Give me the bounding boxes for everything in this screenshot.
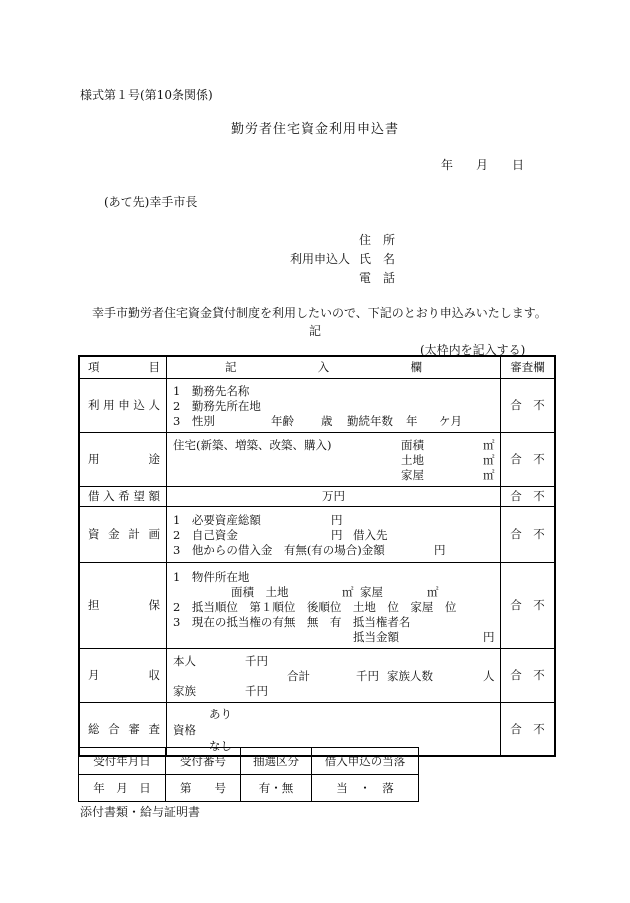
mortgage-rank-label: 2 抵当順位 第１順位 後順位 土地 位 家屋 位 (173, 599, 457, 614)
house-unit: ㎡ (483, 467, 495, 482)
row-collateral-label (79, 562, 167, 648)
label-char: 金 (108, 527, 120, 541)
result-header: 借入申込の当落 (312, 748, 419, 775)
row-collateral-content[interactable] (167, 562, 501, 648)
row-loan-content[interactable] (167, 486, 501, 506)
row-applicant-content[interactable] (167, 378, 501, 432)
row-applicant (79, 378, 555, 432)
land-label: 土地 (401, 452, 424, 467)
label-char: 収 (148, 668, 160, 682)
row-loan-review[interactable]: 合 不 (501, 486, 556, 506)
header-entry-char: 記 (225, 360, 237, 375)
label-char: 人 (148, 398, 160, 412)
header-review: 審査欄 (501, 356, 556, 378)
reception-number-value[interactable]: 第 号 (166, 775, 241, 802)
house-label: 家屋 (401, 467, 424, 482)
row-income-review[interactable]: 合 不 (501, 648, 556, 702)
tenure-label: 勤続年数 (347, 413, 393, 428)
row-funding-content[interactable] (167, 506, 501, 562)
label-char: 月 (88, 668, 100, 682)
intro-text: 幸手市勤労者住宅資金貸付制度を利用したいので、下記のとおり申込みいたします。 (92, 306, 547, 320)
total-assets-label: 1 必要資産総額 (173, 512, 261, 527)
property-location-label: 1 物件所在地 (173, 569, 250, 584)
date-day: 日 (512, 158, 525, 172)
header-entry-char: 欄 (410, 360, 422, 375)
label-char: 途 (148, 452, 160, 466)
age-label: 年齢 (271, 413, 294, 428)
own-funds-label: 2 自己資金 (173, 527, 238, 542)
reception-header-row (79, 748, 419, 775)
qualification-label: 資格 (173, 722, 196, 737)
row-funding-label (79, 506, 167, 562)
collateral-land-area-label: 面積 土地 (231, 584, 289, 599)
label-char: 望 (133, 489, 145, 503)
collateral-land-unit: ㎡ (342, 584, 354, 599)
row-funding-review[interactable]: 合 不 (501, 506, 556, 562)
area-label: 面積 (401, 437, 424, 452)
date-year: 年 (441, 158, 454, 172)
row-purpose-review[interactable]: 合 不 (501, 432, 556, 486)
employer-name-label: 1 勤務先名称 (173, 383, 250, 398)
income-family-unit: 千円 (245, 683, 268, 698)
applicant-phone-label: 電 話 (359, 271, 396, 285)
result-value[interactable]: 当 ・ 落 (312, 775, 419, 802)
row-funding (79, 506, 555, 562)
area-unit: ㎡ (483, 437, 495, 452)
header-item (79, 356, 167, 378)
fill-note: (太枠内を記入する) (420, 343, 526, 357)
attachment-note: 添付書類・給与証明書 (80, 805, 201, 819)
table-header-row (79, 356, 555, 378)
existing-mortgage-label: 3 現在の抵当権の有無 無 有 抵当権者名 (173, 614, 411, 629)
label-char: 用 (103, 398, 115, 412)
other-loans-label: 3 他からの借入金 有無(有の場合)金額 (173, 542, 385, 557)
row-loan-label (79, 486, 167, 506)
income-total-unit: 千円 (356, 668, 379, 683)
label-char: 入 (103, 489, 115, 503)
header-item-char: 目 (148, 360, 160, 375)
collateral-house-unit: ㎡ (427, 584, 439, 599)
family-count-label: 家族人数 (387, 668, 433, 683)
employer-address-label: 2 勤務先所在地 (173, 398, 261, 413)
header-item-char: 項 (88, 360, 100, 375)
row-overall-review[interactable]: 合 不 (501, 702, 556, 756)
other-loans-unit: 円 (434, 542, 446, 557)
qualification-no[interactable]: なし (209, 738, 232, 753)
label-char: 用 (88, 452, 100, 466)
label-char: 計 (128, 527, 140, 541)
header-entry (167, 356, 501, 378)
tenure-year-unit: 年 (406, 413, 418, 428)
page-title: 勤労者住宅資金利用申込書 (230, 122, 399, 137)
label-char: 申 (118, 398, 130, 412)
mortgage-amount-unit: 円 (483, 629, 495, 644)
label-char: 保 (148, 598, 160, 612)
label-char: 査 (148, 721, 160, 736)
income-family-label: 家族 (173, 683, 196, 698)
application-table (78, 355, 556, 757)
ki-heading: 記 (308, 324, 321, 338)
family-count-unit: 人 (483, 668, 495, 683)
tenure-month-unit: ケ月 (439, 413, 462, 428)
row-collateral (79, 562, 555, 648)
label-char: 資 (88, 527, 100, 541)
row-loan (79, 486, 555, 506)
header-entry-char: 入 (317, 360, 330, 375)
form-number: 様式第１号(第10条関係) (80, 88, 213, 102)
row-income-label (79, 648, 167, 702)
qualification-yes[interactable]: あり (209, 706, 232, 721)
label-char: 総 (88, 721, 100, 736)
label-char: 借 (88, 489, 100, 503)
income-self-unit: 千円 (245, 653, 268, 668)
label-char: 画 (148, 527, 160, 541)
loan-unit: 万円 (322, 489, 345, 503)
income-self-label: 本人 (173, 653, 196, 668)
label-char: 額 (148, 489, 160, 503)
label-char: 担 (88, 598, 100, 612)
addressee: (あて先)幸手市長 (104, 195, 198, 209)
row-income (79, 648, 555, 702)
total-assets-unit: 円 (331, 512, 343, 527)
reception-number-header: 受付番号 (166, 748, 241, 775)
label-char: 込 (133, 398, 145, 412)
purpose-desc: 住宅(新築、増築、改築、購入) (173, 437, 332, 452)
applicant-name-label: 氏 名 (359, 252, 396, 266)
row-purpose-content[interactable] (167, 432, 501, 486)
age-unit: 歳 (321, 413, 333, 428)
row-purpose-label (79, 432, 167, 486)
collateral-house-label: 家屋 (360, 584, 383, 599)
label-char: 利 (88, 398, 100, 412)
applicant-address-label: 住 所 (359, 233, 396, 247)
label-char: 審 (128, 721, 140, 736)
label-char: 希 (118, 489, 130, 503)
lottery-value[interactable]: 有・無 (241, 775, 312, 802)
row-purpose (79, 432, 555, 486)
land-unit: ㎡ (483, 452, 495, 467)
row-applicant-label (79, 378, 167, 432)
row-collateral-review[interactable]: 合 不 (501, 562, 556, 648)
reception-date-value[interactable]: 年 月 日 (79, 775, 166, 802)
gender-label: 3 性別 (173, 413, 215, 428)
reception-date-header: 受付年月日 (79, 748, 166, 775)
label-char: 合 (108, 721, 120, 736)
applicant-label: 利用申込人 (290, 252, 351, 266)
income-total-label: 合計 (287, 668, 310, 683)
row-applicant-review[interactable]: 合 不 (501, 378, 556, 432)
reception-table (78, 747, 419, 802)
own-funds-unit: 円 (331, 527, 343, 542)
lender-label: 借入先 (353, 527, 388, 542)
lottery-header: 抽選区分 (241, 748, 312, 775)
mortgage-amount-label: 抵当金額 (353, 629, 399, 644)
reception-value-row (79, 775, 419, 802)
row-income-content[interactable] (167, 648, 501, 702)
date-month: 月 (476, 158, 489, 172)
